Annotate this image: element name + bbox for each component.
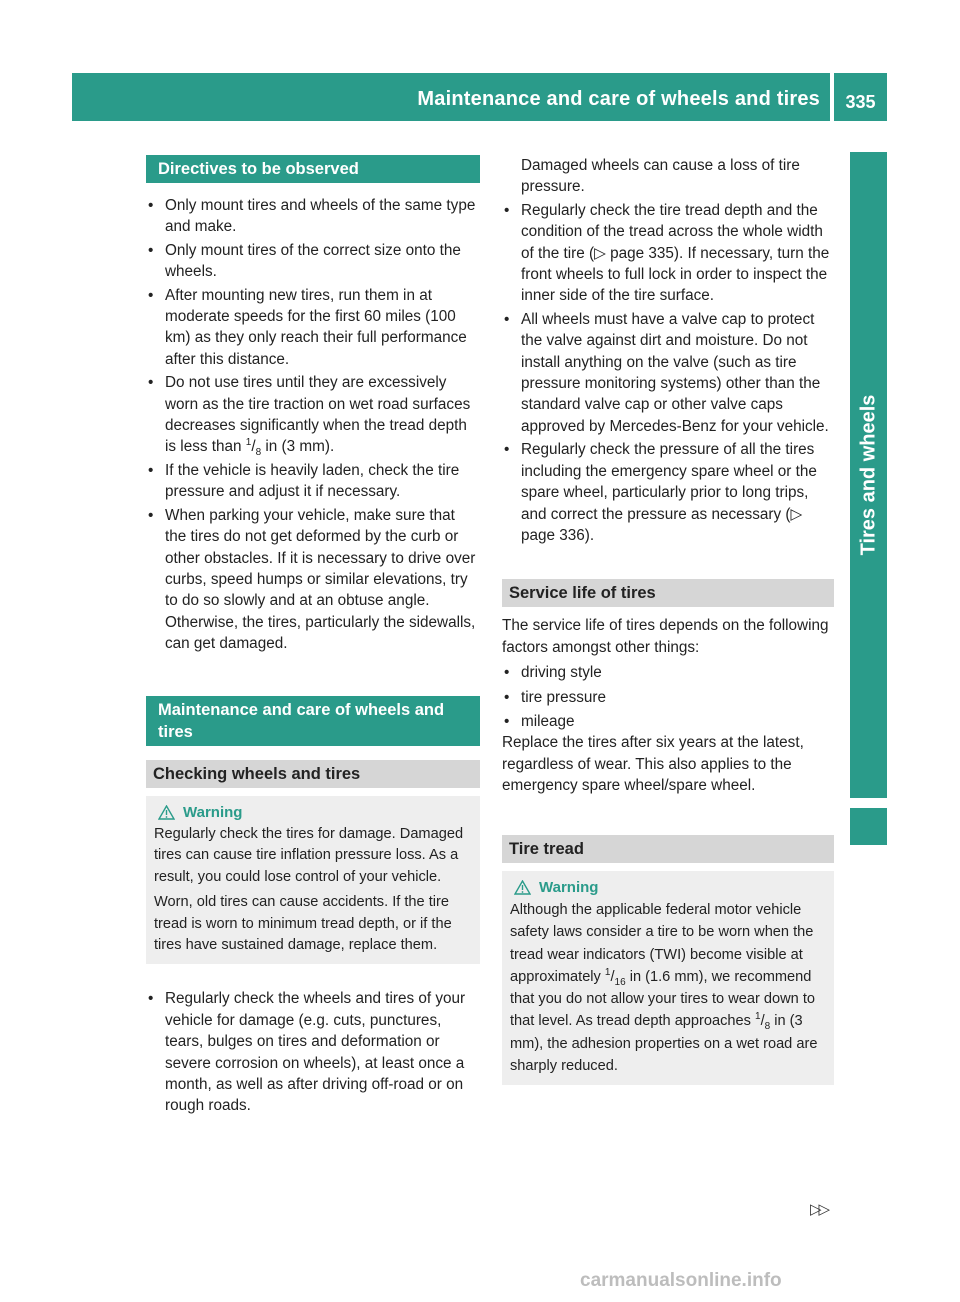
left-column <box>146 155 480 1117</box>
warning-text: Worn, old tires can cause accidents. If the tire tread is worn to minimum tread depth, or if the tires have sustained damage, replace them. <box>154 894 452 953</box>
section-heading-tire-tread: Tire tread <box>502 835 834 863</box>
warning-header <box>510 877 826 898</box>
list-item: • Only mount tires and wheels of the same type and make. <box>146 195 480 238</box>
list-item: • Only mount tires of the correct size onto the wheels. <box>146 240 480 283</box>
warning-triangle-icon <box>514 880 531 895</box>
fraction-denominator: 8 <box>764 1021 771 1033</box>
warning-triangle-icon <box>158 805 175 820</box>
chapter-tab-marker <box>850 808 887 845</box>
warning-header <box>154 802 472 823</box>
chapter-tab[interactable] <box>850 152 887 798</box>
continue-arrows-icon: ▷▷ <box>810 1201 828 1218</box>
fraction-denominator: 8 <box>255 447 262 459</box>
warning-text-part: in (3 mm), the adhesion properties on a wet road are sharply reduced. <box>510 1013 818 1075</box>
service-life-closing: Replace the tires after six years at the latest, regardless of wear. This also applies to the emergency spare wheel/spare wheel. <box>502 734 804 795</box>
list-item: • Regularly check the pressure of all the tires including the emergency spare wheel or the spare wheel, particularly prior to long trips, and correct the pressure as necessary (▷ page 336). <box>502 439 834 546</box>
fraction-numerator: 1 <box>245 437 252 449</box>
list-item: • Regularly check the wheels and tires of your vehicle for damage (e.g. cuts, punctures, tears, bulges on tires and deformation or severe corrosion on wheels), at least once a month, as well as after driving off-road or on rough roads. <box>146 988 480 1116</box>
right-column <box>502 155 834 1085</box>
list-item: • Regularly check the tire tread depth and the condition of the tread across the whole width of the tire (▷ page 335). If necessary, turn the front wheels to full lock in order to inspect the inner side of the tire surface. <box>502 200 834 307</box>
header-title: Maintenance and care of wheels and tires <box>417 88 820 110</box>
warning-text: Regularly check the tires for damage. Damaged tires can cause tire inflation pressure loss. As a result, you could lose control of your vehicle. <box>154 825 464 885</box>
list-item: • All wheels must have a valve cap to protect the valve against dirt and moisture. Do not install anything on the valve (such as tire pressure monitoring systems) other than the standard valve cap or other valve caps approved by Mercedes-Benz for your vehicle. <box>502 309 834 437</box>
page-header <box>72 73 830 121</box>
chapter-tab-label: Tires and wheels <box>857 394 879 556</box>
list-item: • driving style <box>502 662 834 683</box>
subsection-heading-checking: Checking wheels and tires <box>146 760 480 788</box>
continuation-text: Damaged wheels can cause a loss of tire pressure. <box>521 157 800 196</box>
service-life-intro: The service life of tires depends on the following factors amongst other things: <box>502 617 829 656</box>
warning-text-part: Although the applicable federal motor vehicle safety laws consider a tire to be worn when the tread wear indicators (TWI) become visible at approximately <box>510 901 814 985</box>
list-item: • mileage <box>502 711 834 732</box>
fraction-denominator: 16 <box>614 976 626 988</box>
list-item: • After mounting new tires, run them in at moderate speeds for the first 60 miles (100 km) as they only reach their full performance after this distance. <box>146 285 480 371</box>
section-heading-maintenance: Maintenance and care of wheels and tires <box>146 696 480 746</box>
warning-text-part: in (1.6 mm), we recommend that you do not allow your tires to wear down to that level. As tread depth approaches <box>510 968 816 1030</box>
checks-list <box>502 200 834 547</box>
list-item: • Do not use tires until they are excessively worn as the tire traction on wet road surfaces decreases significantly when the tread depth is less than $^1/_8$ in (3 mm). <box>146 372 480 458</box>
list-item: • tire pressure <box>502 687 834 708</box>
checking-list <box>146 988 480 1116</box>
warning-box <box>502 871 834 1086</box>
list-item: • If the vehicle is heavily laden, check the tire pressure and adjust it if necessary. <box>146 460 480 503</box>
section-heading-directives: Directives to be observed <box>146 155 480 183</box>
fraction-numerator: 1 <box>755 1011 761 1023</box>
list-item-text: Do not use tires until they are excessively worn as the tire traction on wet road surfaces decreases significantly when the tread depth is less than <box>165 374 471 456</box>
page-number: 335 <box>834 73 887 121</box>
list-item-text: in (3 mm). <box>261 438 335 456</box>
watermark: carmanualsonline.info <box>580 1270 782 1291</box>
warning-title: Warning <box>539 878 599 896</box>
fraction-numerator: 1 <box>604 967 611 978</box>
directives-list <box>146 195 480 655</box>
factor-list <box>502 662 834 732</box>
warning-title: Warning <box>183 803 243 821</box>
warning-text: Although the applicable federal motor vehicle safety laws consider a tire to be worn when the tread wear indicators (TWI) become visible at approximately $^1/_{16}$ in (1.6 mm), we recommend that you do not allow your tires to wear down to that level. As tread depth approaches $^1/_8$ in (3 mm), the adhesion properties on a wet road are sharply reduced. <box>510 901 818 1075</box>
section-heading-service-life: Service life of tires <box>502 579 834 607</box>
warning-box <box>146 796 480 965</box>
list-item: • When parking your vehicle, make sure that the tires do not get deformed by the curb or other obstacles. If it is necessary to drive over curbs, speed humps or similar elevations, try to do so slowly and at an obtuse angle. Otherwise, the tires, particularly the sidewalls, can get damaged. <box>146 505 480 655</box>
